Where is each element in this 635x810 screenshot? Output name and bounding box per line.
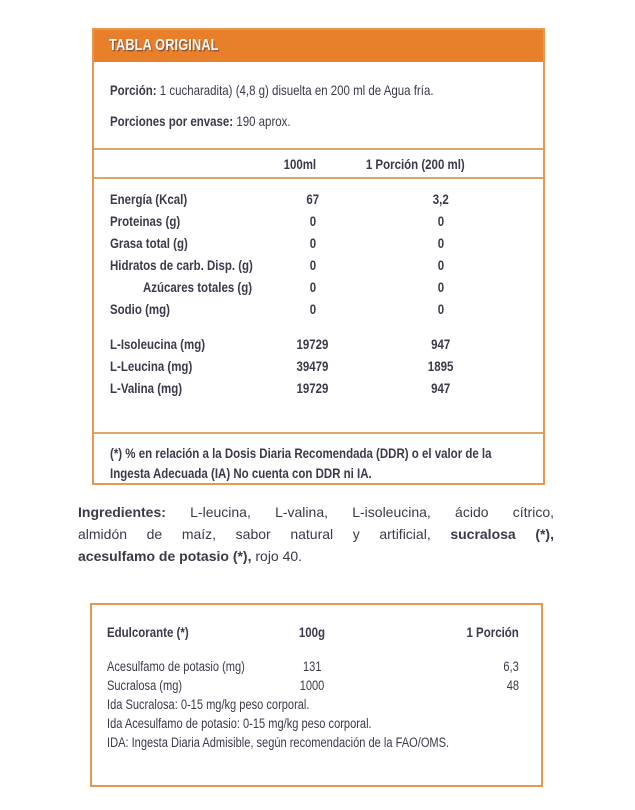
table-row (110, 276, 527, 298)
footnote-line: (*) % en relación a la Dosis Diaria Recomendada (DDR) o el valor de la (110, 445, 492, 461)
value-portion: 0 (437, 235, 445, 251)
value-100ml: 19729 (296, 380, 329, 396)
ingredients-line: almidón de maíz, sabor natural y artificial, sucralosa (*), (78, 526, 554, 542)
value-100ml: 0 (309, 235, 316, 251)
ida-note: IDA: Ingesta Diaria Admisible, según recomendación de la FAO/OMS. (107, 735, 450, 750)
row-spacer (110, 320, 527, 333)
table-row (110, 188, 527, 210)
sweetener-header-row (107, 624, 519, 640)
col-header-100g: 100g (298, 624, 326, 640)
nutrition-rows (110, 179, 527, 399)
card-title-bar (94, 30, 543, 62)
sweetener-label: Acesulfamo de potasio (mg) (107, 659, 245, 674)
sweetener-label: Sucralosa (mg) (107, 678, 183, 693)
table-row (110, 355, 527, 377)
value-100ml: 39479 (296, 358, 329, 374)
value-portion: 1895 (428, 358, 454, 374)
value-100g: 131 (302, 659, 322, 674)
value-portion: 947 (431, 336, 451, 352)
col-header-100ml: 100ml (283, 155, 317, 172)
nutrient-label: Sodio (mg) (110, 301, 170, 317)
value-100ml: 0 (309, 213, 316, 229)
servings-per-row (110, 113, 527, 131)
value-portion: 0 (437, 301, 445, 317)
sweetener-title: Edulcorante (*) (107, 624, 189, 640)
value-100ml: 0 (309, 301, 316, 317)
value-100ml: 0 (309, 279, 316, 295)
sweetener-card (90, 603, 543, 787)
value-100ml: 19729 (296, 336, 329, 352)
ida-note: Ida Acesulfamo de potasio: 0-15 mg/kg peso corporal. (107, 716, 372, 731)
servings-per-label: Porciones por envase: (110, 113, 234, 129)
value-100g: 1000 (299, 678, 325, 693)
servings-per-value: 190 aprox. (236, 113, 291, 129)
table-row (107, 657, 519, 676)
table-row (110, 210, 527, 232)
ingredients-line: acesulfamo de potasio (*), rojo 40. (78, 548, 303, 564)
value-100ml: 67 (306, 191, 319, 207)
serving-label: Porción: (110, 82, 157, 98)
value-portion: 947 (431, 380, 451, 396)
nutrient-label: Proteinas (g) (110, 213, 181, 229)
table-row (110, 377, 527, 399)
ida-note: Ida Sucralosa: 0-15 mg/kg peso corporal. (107, 697, 310, 712)
ingredients-paragraph (78, 501, 554, 567)
nutrient-label: Azúcares totales (g) (143, 279, 253, 295)
value-portion: 48 (506, 678, 519, 693)
card-title: TABLA ORIGINAL (109, 37, 219, 54)
col-header-portion: 1 Porción (200 ml) (365, 155, 465, 172)
nutrient-label: Grasa total (g) (110, 235, 188, 251)
table-row (110, 333, 527, 355)
column-header-row (110, 150, 527, 177)
footnote-line: Ingesta Adecuada (IA) No cuenta con DDR ni IA. (110, 465, 372, 481)
sweetener-rows (107, 657, 519, 695)
value-portion: 3,2 (433, 191, 449, 207)
value-100ml: 0 (309, 257, 316, 273)
card-body (94, 82, 543, 483)
col-header-portion: 1 Porción (466, 624, 519, 640)
table-row (107, 676, 519, 695)
table-row (110, 232, 527, 254)
table-row (110, 254, 527, 276)
nutrient-label: L-Leucina (mg) (110, 358, 193, 374)
value-portion: 0 (437, 279, 445, 295)
serving-value: 1 cucharadita) (4,8 g) disuelta en 200 ml de Agua fría. (159, 82, 434, 98)
serving-row (110, 82, 527, 100)
nutrient-label: Energía (Kcal) (110, 191, 188, 207)
value-portion: 0 (437, 213, 445, 229)
ingredients-line: Ingredientes: L-leucina, L-valina, L-isoleucina, ácido cítrico, (78, 504, 554, 520)
tabla-original-card (92, 28, 545, 485)
nutrient-label: L-Isoleucina (mg) (110, 336, 206, 352)
value-portion: 0 (437, 257, 445, 273)
nutrient-label: L-Valina (mg) (110, 380, 183, 396)
ingredients-label: Ingredientes: (78, 504, 166, 520)
nutrient-label: Hidratos de carb. Disp. (g) (110, 257, 253, 273)
table-row (110, 298, 527, 320)
value-portion: 6,3 (503, 659, 519, 674)
footnote (110, 434, 527, 483)
